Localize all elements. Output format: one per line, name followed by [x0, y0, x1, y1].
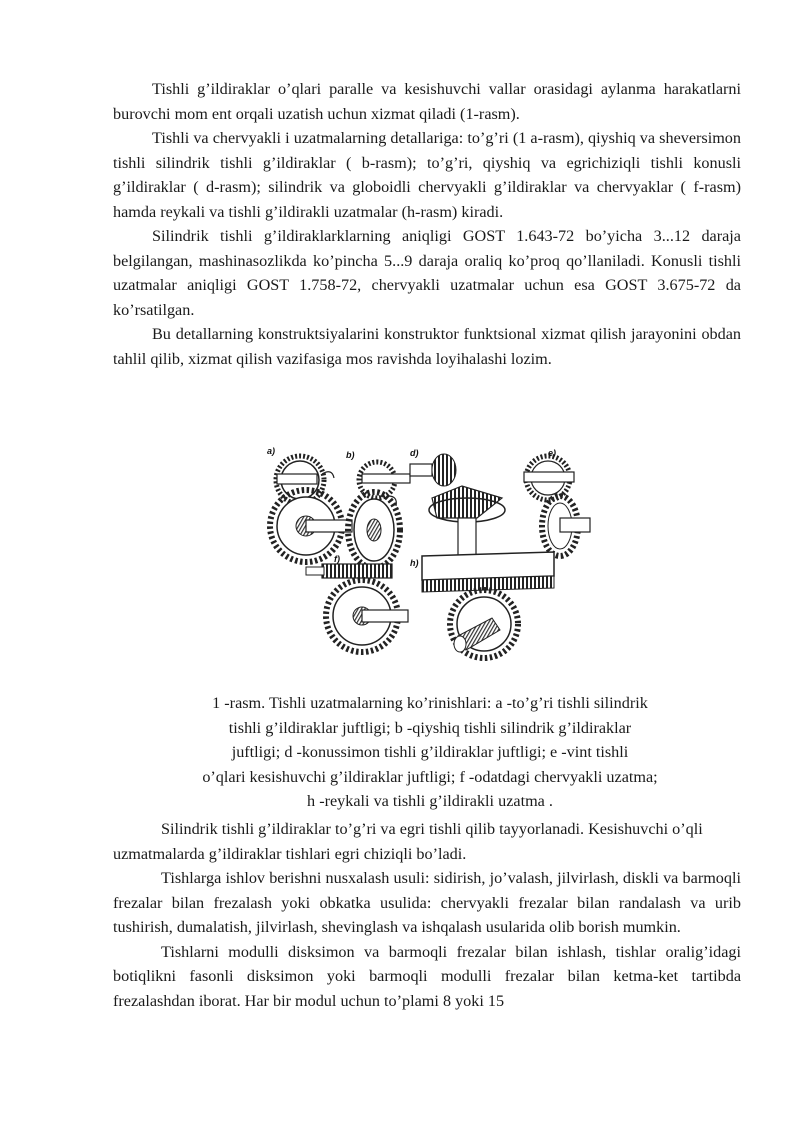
figure-label: h)	[410, 558, 419, 568]
figure-label: b)	[346, 450, 355, 460]
figure-label: d)	[410, 448, 419, 458]
figure-label: f)	[334, 554, 340, 564]
spur-gear-pair-drawing	[270, 456, 352, 562]
paragraph: Silindrik tishli g’ildiraklarklarning aniqligi GOST 1.643-72 bo’yicha 3...12 daraja belgilangan, mashinasozlikda ko’pincha 5...9 daraja oraliq ko’proq qo’llaniladi. Konusli tishli uzatmalar aniqligi GOST 1.758-72, chervyakli uzatmalar uchun esa GOST 3.675-72 da ko’rsatilgan.	[113, 227, 741, 319]
caption-line: 1 -rasm. Tishli uzatmalarning ko’rinishlari: a -to’g’ri tishli silindrik	[212, 694, 648, 712]
helical-gear-pair-drawing	[348, 462, 410, 568]
figure-caption	[150, 691, 710, 814]
bevel-gear-pair-drawing	[410, 454, 505, 561]
caption-line: juftligi; d -konussimon tishli g’ildiraklar juftligi; e -vint tishli	[231, 743, 629, 761]
paragraph: Tishlarga ishlov berishni nusxalash usuli: sidirish, jo’valash, jilvirlash, diskli va barmoqli frezalar bilan frezalash yoki obkatka usulida: chervyakli frezalar bilan randalash va urib tushirish, dumalatish, jilvirlash, shevinglash va ishqalash usularida olib borish mumkin.	[113, 869, 741, 936]
crossed-helical-gears-drawing	[524, 456, 590, 556]
gear-figure	[262, 438, 592, 670]
worm-gear-drawing	[306, 564, 408, 652]
rack-and-pinion-drawing	[422, 552, 554, 658]
paragraph: Bu detallarning konstruktsiyalarini konstruktor funktsional xizmat qilish jarayonini obdan tahlil qilib, xizmat qilish vazifasiga mos ravishda loyihalashi lozim.	[113, 325, 741, 368]
caption-line: h -reykali va tishli g’ildirakli uzatma .	[307, 792, 553, 810]
text-block-top	[113, 77, 741, 371]
paragraph: Tishli g’ildiraklar o’qlari paralle va kesishuvchi vallar orasidagi aylanma harakatlarni burovchi mom ent orqali uzatish uchun xizmat qiladi (1-rasm).	[113, 80, 741, 123]
figure-label: e)	[548, 448, 557, 458]
paragraph: Silindrik tishli g’ildiraklar to’g’ri va egri tishli qilib tayyorlanadi. Kesishuvchi o’qli uzmatmalarda g’ildiraklar tishlari egri chiziqli bo’ladi.	[113, 820, 703, 863]
caption-line: o’qlari kesishuvchi g’ildiraklar juftligi; f -odatdagi chervyakli uzatma;	[202, 767, 658, 786]
caption-line: tishli g’ildiraklar juftligi; b -qiyshiq tishli silindrik g’ildiraklar	[228, 718, 632, 737]
text-block-bottom	[113, 817, 741, 1013]
paragraph: Tishli va chervyakli i uzatmalarning detallariga: to’g’ri (1 a-rasm), qiyshiq va sheversimon tishli silindrik tishli g’ildiraklar ( b-rasm); to’g’ri, qiyshiq va egrichiziqli tishli konusli g’ildiraklar ( d-rasm); silindrik va globoidli chervyakli g’ildiraklar va chervyaklar ( f-rasm) hamda reykali va tishli g’ildirakli uzatmalar (h-rasm) kiradi.	[113, 129, 741, 221]
figure-label: a)	[267, 446, 276, 456]
paragraph: Tishlarni modulli disksimon va barmoqli frezalar bilan ishlash, tishlar oralig’idagi botiqlikni fasonli disksimon yoki barmoqli modulli frezalar bilan ketma-ket tartibda frezalashdan iborat. Har bir modul uchun to’plami 8 yoki 15	[113, 942, 741, 1010]
